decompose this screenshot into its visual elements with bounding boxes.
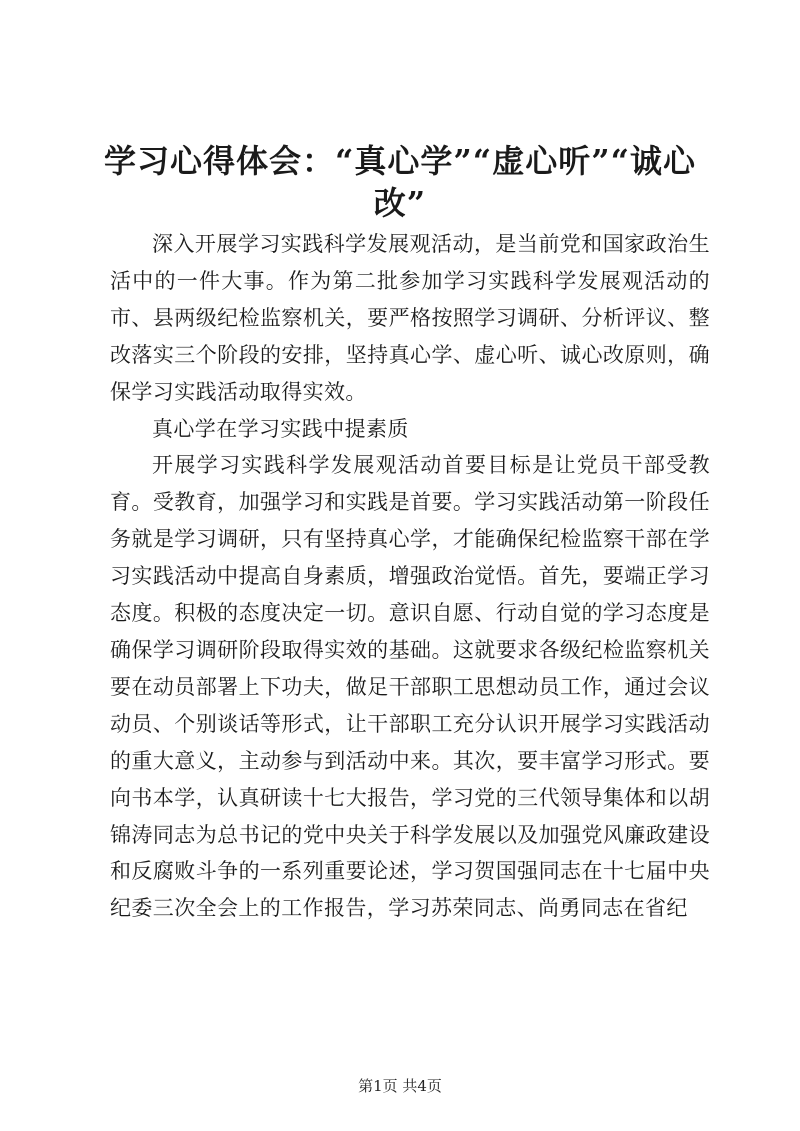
document-title: 学习心得体会：“真心学”“虚心听”“诚心改” [103, 142, 697, 222]
document-body [110, 226, 710, 927]
paragraph-main: 开展学习实践科学发展观活动首要目标是让党员干部受教育。受教育，加强学习和实践是首要。学习实践活动第一阶段任务就是学习调研，只有坚持真心学，才能确保纪检监察干部在学习实践活动中提高自身素质，增强政治觉悟。首先，要端正学习态度。积极的态度决定一切。意识自愿、行动自觉的学习态度是确保学习调研阶段取得实效的基础。这就要求各级纪检监察机关要在动员部署上下功夫，做足干部职工思想动员工作，通过会议动员、个别谈话等形式，让干部职工充分认识开展学习实践活动的重大意义，主动参与到活动中来。其次，要丰富学习形式。要向书本学，认真研读十七大报告，学习党的三代领导集体和以胡锦涛同志为总书记的党中央关于科学发展以及加强党风廉政建设和反腐败斗争的一系列重要论述，学习贺国强同志在十七届中央纪委三次全会上的工作报告，学习苏荣同志、尚勇同志在省纪 [110, 453, 710, 921]
section-heading: 真心学在学习实践中提素质 [152, 416, 409, 441]
page-number-footer: 第1页 共4页 [358, 1077, 442, 1095]
paragraph-intro: 深入开展学习实践科学发展观活动，是当前党和国家政治生活中的一件大事。作为第二批参加学习实践科学发展观活动的市、县两级纪检监察机关，要严格按照学习调研、分析评议、整改落实三个阶段的安排，坚持真心学、虚心听、诚心改原则，确保学习实践活动取得实效。 [110, 232, 710, 404]
